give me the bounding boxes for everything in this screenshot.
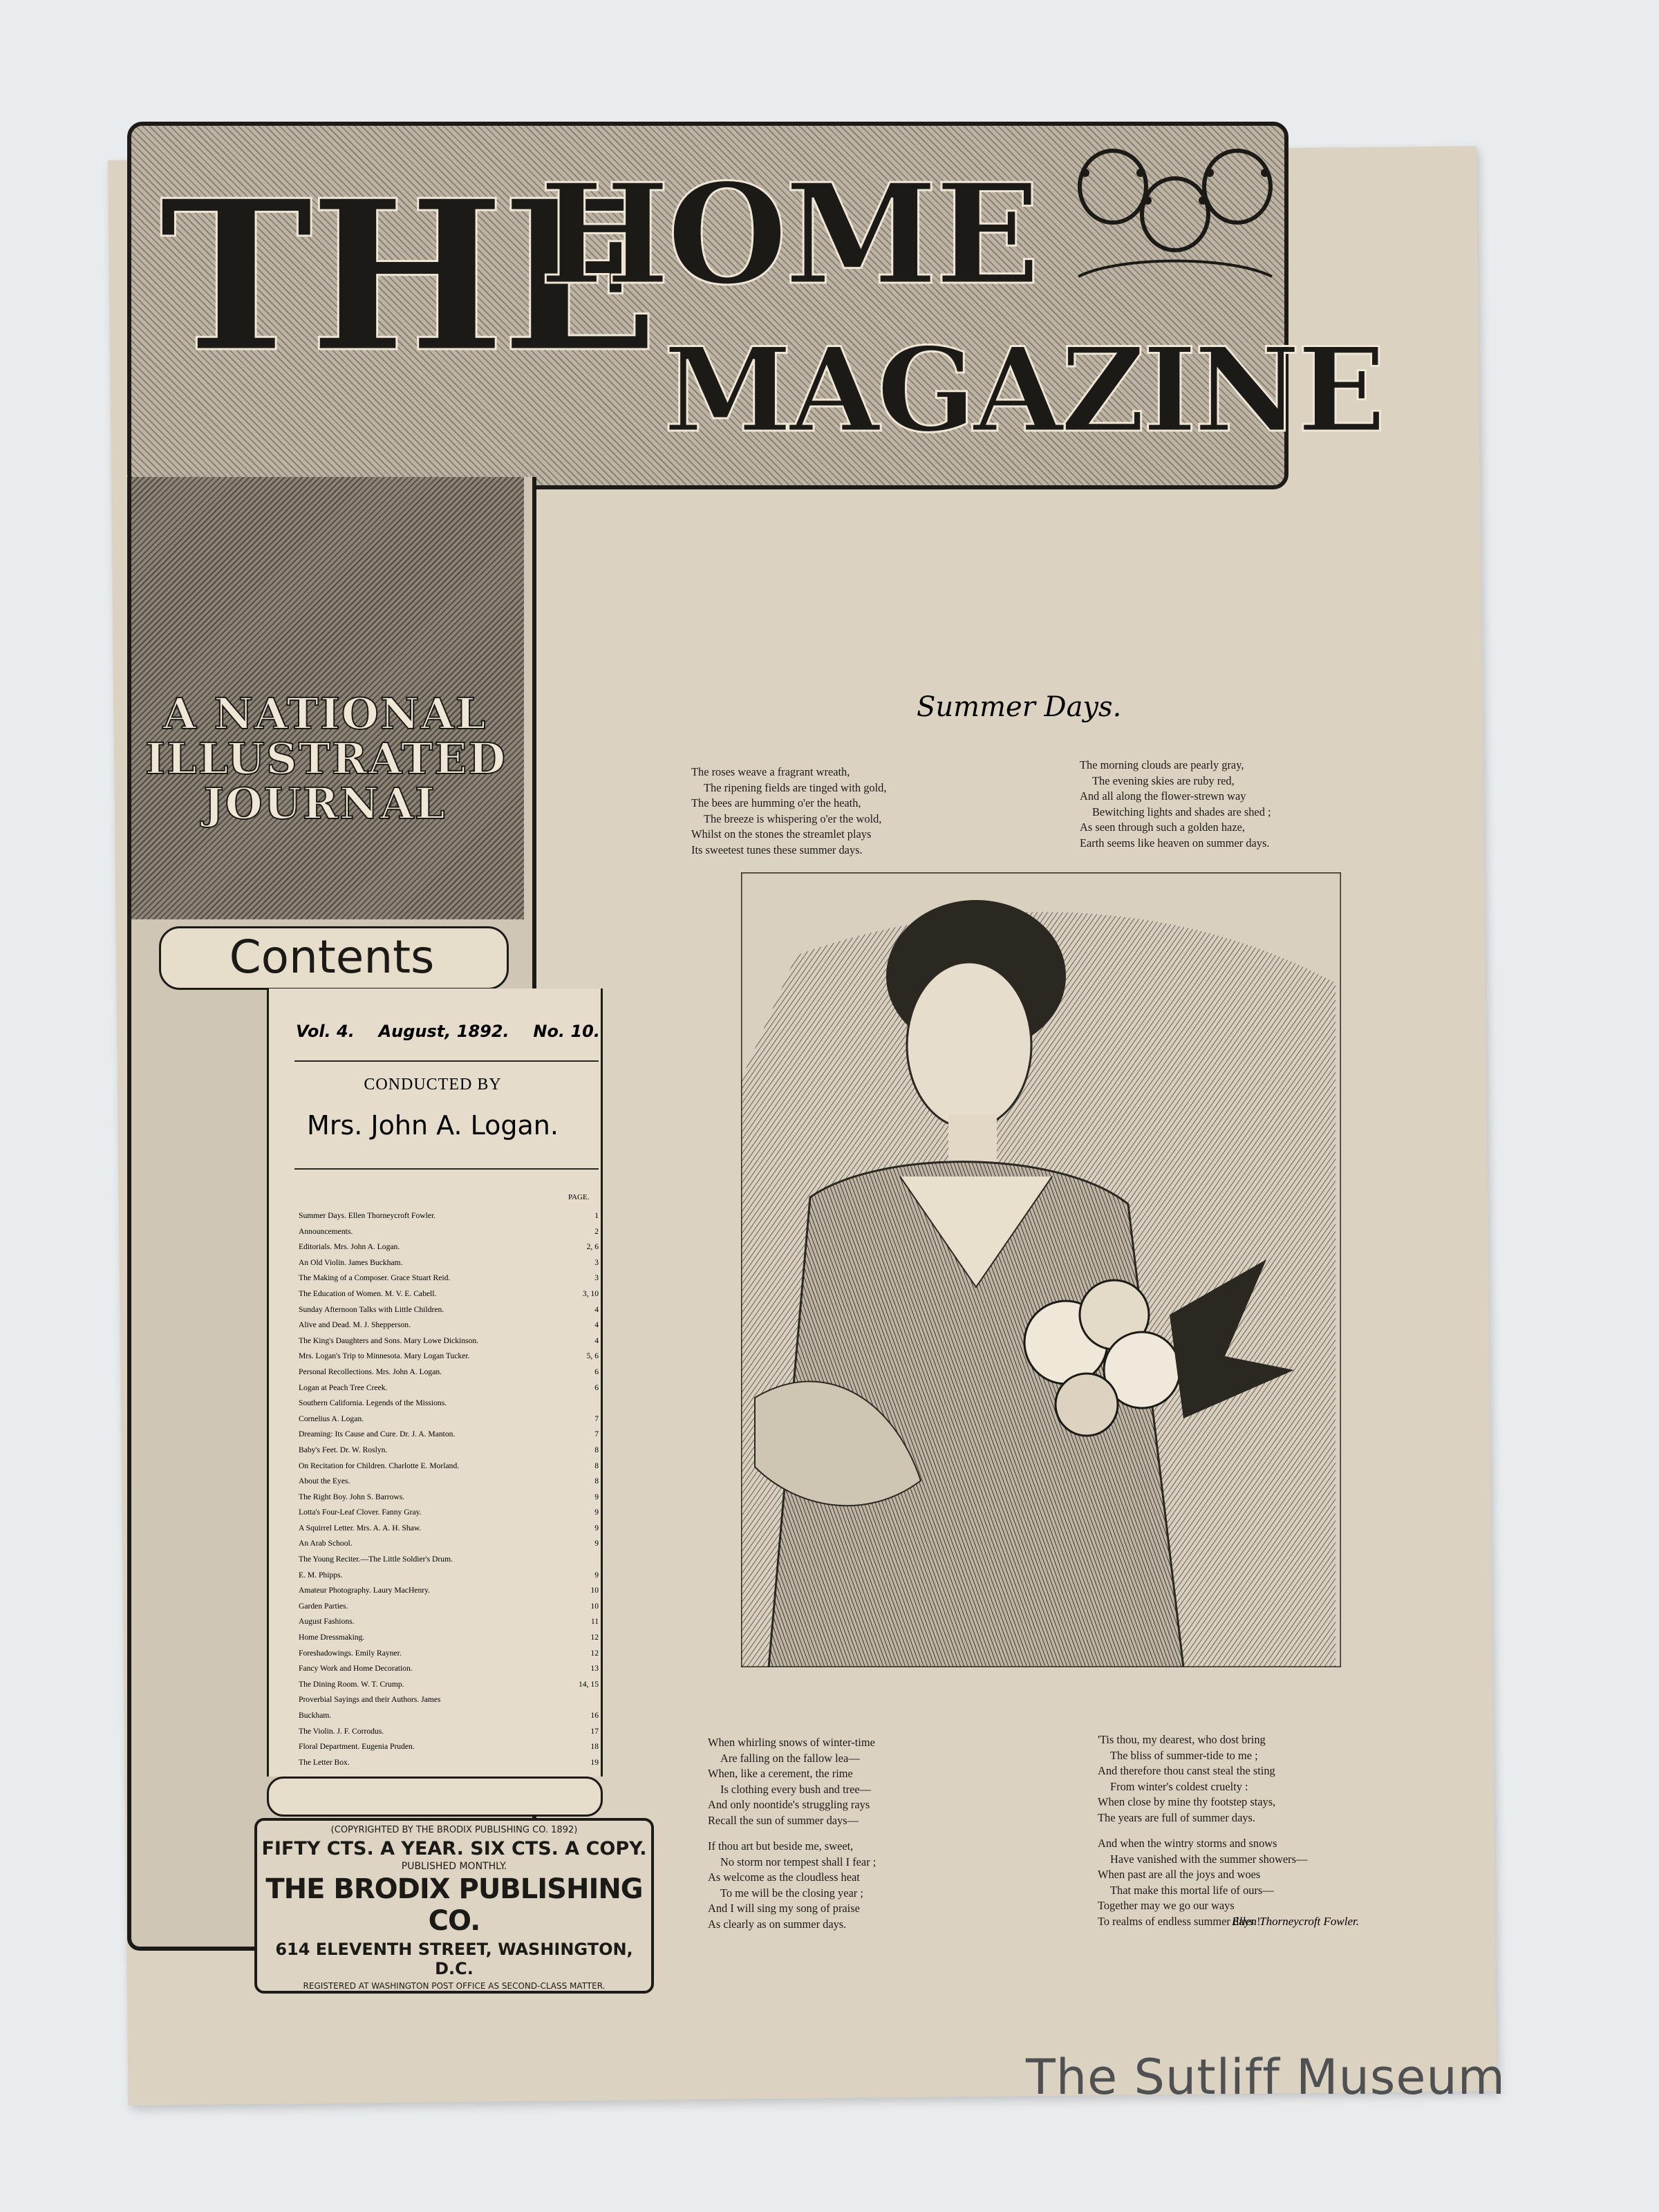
poem-line: When past are all the joys and woes [1098,1868,1261,1882]
poem-line: And only noontide's struggling rays [708,1798,870,1812]
poem-line: That make this mortal life of ours— [1110,1883,1274,1897]
toc-entry-page: 3 [594,1257,599,1267]
toc-entry [299,1583,599,1599]
poem-line: As seen through such a golden haze, [1080,821,1245,834]
poem-stanza [1098,1732,1275,1826]
toc-entry-page: 16 [590,1711,599,1720]
poem-line: When close by mine thy footstep stays, [1098,1795,1276,1809]
contents-scroll-bottom [267,1777,603,1817]
toc-entry [299,1427,599,1443]
toc-entry-title: Personal Recollections. Mrs. John A. Logan. [299,1367,442,1376]
toc-entry [299,1286,599,1302]
toc-entry [299,1474,599,1490]
toc-entry-title: An Arab School. [299,1539,353,1548]
toc-entry-title: Home Dressmaking. [299,1633,365,1642]
divider [294,1060,599,1062]
toc-entry-page: 4 [594,1304,599,1314]
toc-entry-page: 12 [590,1648,599,1658]
poem-line: 'Tis thou, my dearest, who dost bring [1098,1733,1266,1746]
toc-entry-title: A Squirrel Letter. Mrs. A. A. H. Shaw. [299,1523,422,1533]
poem-line: If thou art but beside me, sweet, [708,1839,854,1853]
toc-entry-title: Proverbial Sayings and their Authors. James [299,1695,441,1705]
toc-entry-title: Foreshadowings. Emily Rayner. [299,1648,402,1658]
toc-entry-title: The Right Boy. John S. Barrows. [299,1492,405,1501]
toc-entry-page: 8 [594,1445,599,1454]
toc-entry-title: Sunday Afternoon Talks with Little Children. [299,1304,444,1314]
poem-line: Is clothing every bush and tree— [720,1782,872,1796]
toc-entry-page [568,1692,599,1708]
toc-entry-page: 9 [594,1570,599,1580]
poem-stanza [1080,758,1271,852]
poem-line: The roses weave a fragrant wreath, [691,765,850,778]
title-the: THE [159,154,655,398]
divider [294,1168,599,1170]
poem-line: And when the wintry storms and snows [1098,1837,1277,1850]
conducted-by-label: CONDUCTED BY [364,1076,502,1094]
toc-entry-title: The King's Daughters and Sons. Mary Lowe Dickinson. [299,1335,479,1345]
toc-entry [299,1614,599,1630]
poem-line: And all along the flower-strewn way [1080,789,1246,803]
poem-line: Together may we go our ways [1098,1899,1235,1913]
toc-entry-page: 5, 6 [586,1351,599,1361]
toc-entry-title: Buckham. [299,1711,332,1720]
editor-name: Mrs. John A. Logan. [307,1110,559,1141]
title-magazine: MAGAZINE [664,321,1383,458]
registration-notice: REGISTERED AT WASHINGTON POST OFFICE AS SECOND-CLASS MATTER. [303,1981,606,1991]
toc-entry [299,1412,599,1427]
toc-entry-page: 18 [590,1742,599,1752]
toc-entry [299,1318,599,1333]
table-of-contents [299,1208,599,1770]
toc-entry-title: Announcements. [299,1226,353,1236]
toc-entry-page: 10 [590,1586,599,1595]
poem-line: From winter's coldest cruelty : [1110,1779,1248,1793]
toc-entry-page: 3, 10 [582,1288,599,1298]
toc-entry-title: Alive and Dead. M. J. Shepperson. [299,1320,411,1330]
poem-line: The ripening fields are tinged with gold, [704,780,887,794]
toc-entry-title: The Education of Women. M. V. E. Cabell. [299,1288,437,1298]
toc-entry [299,1302,599,1318]
toc-entry [299,1677,599,1693]
poem-title: Summer Days. [917,691,1122,723]
toc-entry [299,1333,599,1349]
toc-entry-page: 13 [590,1664,599,1674]
toc-entry [299,1755,599,1771]
publisher-imprint [254,1818,654,1994]
toc-entry [299,1599,599,1615]
toc-entry-title: Garden Parties. [299,1601,348,1611]
poem-line: Whilst on the stones the streamlet plays [691,827,872,841]
toc-entry-title: The Violin. J. F. Corrodus. [299,1726,384,1736]
toc-entry [299,1552,599,1568]
toc-entry [299,1224,599,1240]
poem-line: The morning clouds are pearly gray, [1080,758,1244,771]
toc-entry-page: 4 [594,1335,599,1345]
toc-entry [299,1536,599,1552]
toc-entry [299,1208,599,1224]
poem-stanza [708,1735,875,1829]
subtitle-line: ILLUSTRATED [145,733,507,785]
toc-entry-page: 2, 6 [586,1242,599,1252]
toc-entry [299,1630,599,1646]
toc-entry-title: About the Eyes. [299,1477,350,1486]
page-column-header: PAGE. [568,1193,590,1201]
toc-entry-page: 9 [594,1523,599,1533]
toc-entry-title: Mrs. Logan's Trip to Minnesota. Mary Logan Tucker. [299,1351,470,1361]
subtitle-line: JOURNAL [203,778,447,830]
toc-entry [299,1490,599,1506]
toc-entry-page: 8 [594,1461,599,1470]
toc-entry [299,1692,599,1708]
toc-entry-title: Fancy Work and Home Decoration. [299,1664,413,1674]
toc-entry [299,1443,599,1459]
toc-entry-page: 11 [590,1617,599,1627]
toc-entry-page: 6 [594,1367,599,1376]
toc-entry-page: 1 [594,1211,599,1220]
publisher-address: 614 ELEVENTH STREET, WASHINGTON, D.C. [275,1940,633,1978]
poem-line: Have vanished with the summer showers— [1110,1852,1308,1866]
toc-entry-title: Southern California. Legends of the Missions. [299,1398,447,1408]
issue-date: August, 1892. [378,1022,509,1041]
toc-entry-title: The Letter Box. [299,1757,350,1767]
toc-entry-page: 6 [594,1382,599,1392]
toc-entry [299,1255,599,1271]
toc-entry [299,1459,599,1474]
toc-entry [299,1505,599,1521]
poem-line: The bliss of summer-tide to me ; [1110,1748,1258,1762]
toc-entry-title: Cornelius A. Logan. [299,1414,364,1423]
copyright-notice: (COPYRIGHTED BY THE BRODIX PUBLISHING CO. 1892) [330,1825,578,1835]
volume: Vol. 4. [296,1022,355,1041]
toc-entry-page: 3 [594,1273,599,1283]
toc-entry-page [568,1396,599,1412]
poem-line: When whirling snows of winter-time [708,1736,875,1749]
toc-entry-title: August Fashions. [299,1617,355,1627]
toc-entry [299,1661,599,1677]
poem-line: Bewitching lights and shades are shed ; [1092,805,1271,818]
toc-entry [299,1271,599,1286]
toc-entry-title: The Making of a Composer. Grace Stuart Reid. [299,1273,451,1283]
poem-line: Earth seems like heaven on summer days. [1080,836,1270,850]
poem-author: Ellen Thorneycroft Fowler. [1232,1915,1359,1928]
toc-entry-page: 4 [594,1320,599,1330]
laurel-wreaths-icon [1065,138,1286,304]
toc-entry-title: Lotta's Four-Leaf Clover. Fanny Gray. [299,1508,422,1517]
toc-entry-page: 10 [590,1601,599,1611]
toc-entry-title: Floral Department. Eugenia Pruden. [299,1742,415,1752]
woman-with-bouquet-engraving [741,872,1341,1667]
toc-entry-page: 12 [590,1633,599,1642]
toc-entry-title: Summer Days. Ellen Thorneycroft Fowler. [299,1211,436,1220]
toc-entry [299,1739,599,1755]
issue-number: No. 10. [533,1022,600,1041]
toc-entry-title: The Young Reciter.—The Little Soldier's Drum. [299,1555,453,1564]
poem-line: No storm nor tempest shall I fear ; [720,1855,877,1868]
title-home: HOME [539,153,1038,316]
toc-entry-title: Amateur Photography. Laury MacHenry. [299,1586,431,1595]
poem-line: To me will be the closing year ; [720,1886,863,1900]
toc-entry [299,1724,599,1740]
toc-entry-page: 9 [594,1539,599,1548]
toc-entry [299,1708,599,1724]
toc-entry-title: On Recitation for Children. Charlotte E. Morland. [299,1461,460,1470]
toc-entry [299,1380,599,1396]
poem-line: As welcome as the cloudless heat [708,1871,860,1884]
toc-entry-title: The Dining Room. W. T. Crump. [299,1679,404,1689]
issue-line [296,1022,600,1041]
toc-entry-page: 7 [594,1430,599,1439]
toc-entry-page: 9 [594,1492,599,1501]
poem-line: Are falling on the fallow lea— [720,1751,860,1765]
subtitle [145,688,507,830]
toc-entry-title: Logan at Peach Tree Creek. [299,1382,388,1392]
toc-entry-page: 9 [594,1508,599,1517]
toc-entry-page: 19 [590,1757,599,1767]
toc-entry-page: 2 [594,1226,599,1236]
subscription-price: FIFTY CTS. A YEAR. SIX CTS. A COPY. [261,1838,647,1859]
toc-entry-title: An Old Violin. James Buckham. [299,1257,403,1267]
toc-entry-page: 7 [594,1414,599,1423]
poem-line: The years are full of summer days. [1098,1810,1256,1824]
poem-line: The evening skies are ruby red, [1092,774,1235,787]
poem-line: And I will sing my song of praise [708,1902,860,1915]
poem-stanza [691,765,886,859]
museum-watermark: The Sutliff Museum [1026,2049,1506,2106]
toc-entry [299,1568,599,1584]
toc-entry-title: Baby's Feet. Dr. W. Roslyn. [299,1445,388,1454]
contents-heading: Contents [229,930,435,984]
poem-line: The breeze is whispering o'er the wold, [704,812,882,825]
poem-stanza [708,1839,876,1933]
toc-entry [299,1365,599,1380]
publication-frequency: PUBLISHED MONTHLY. [401,1861,507,1872]
publisher-name: THE BRODIX PUBLISHING CO. [265,1873,643,1937]
poem-line: Its sweetest tunes these summer days. [691,843,863,856]
subtitle-line: A NATIONAL [162,688,487,739]
toc-entry-title: Editorials. Mrs. John A. Logan. [299,1242,400,1252]
toc-entry [299,1396,599,1412]
toc-entry [299,1349,599,1365]
toc-entry [299,1521,599,1537]
poem-line: Recall the sun of summer days— [708,1813,859,1827]
toc-entry-title: Dreaming: Its Cause and Cure. Dr. J. A. Manton. [299,1430,456,1439]
poem-line: To realms of endless summer days ! [1098,1914,1261,1928]
poem-line: The bees are humming o'er the heath, [691,796,861,810]
toc-entry-page [568,1552,599,1568]
toc-entry-page: 8 [594,1477,599,1486]
toc-entry [299,1646,599,1662]
toc-entry-page: 17 [590,1726,599,1736]
toc-entry [299,1239,599,1255]
poem-line: As clearly as on summer days. [708,1917,847,1931]
poem-line: When, like a cerement, the rime [708,1767,853,1781]
toc-entry-title: E. M. Phipps. [299,1570,343,1580]
toc-entry-page: 14, 15 [579,1679,599,1689]
poem-line: And therefore thou canst steal the sting [1098,1764,1275,1778]
